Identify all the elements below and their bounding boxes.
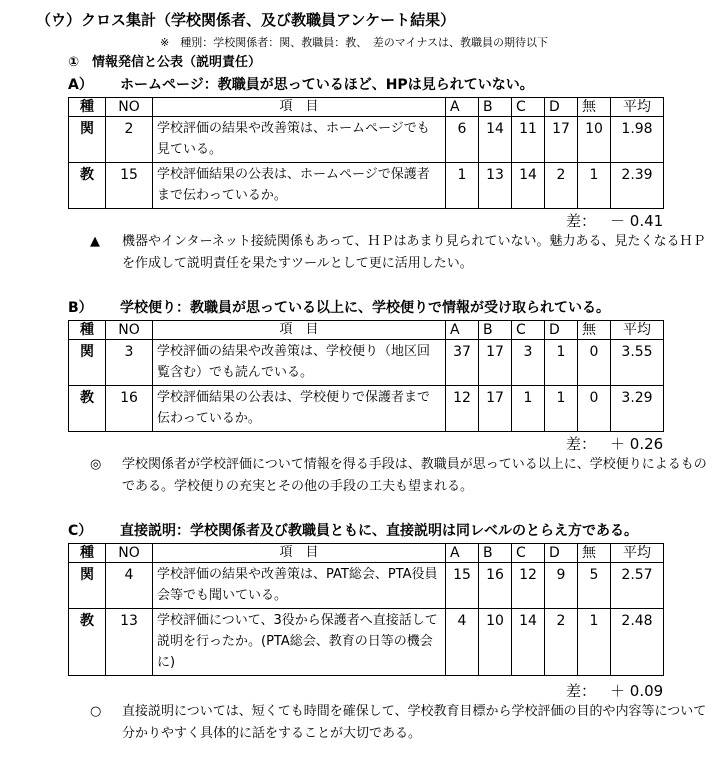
section-c-diff [566, 680, 663, 701]
cell-none: 0 [578, 340, 611, 386]
cell-c: 11 [512, 117, 545, 163]
cell-a: 12 [446, 386, 479, 432]
section-c-comment [90, 701, 712, 745]
cell-d: 2 [545, 163, 578, 209]
cell-none: 1 [578, 609, 611, 676]
diff-label: 差： [566, 682, 597, 700]
page-title: （ウ）クロス集計（学校関係者、及び教職員アンケート結果） [36, 11, 456, 29]
cell-item: 学校評価の結果や改善策は、学校便り（地区回覧含む）でも読んでいる。 [153, 340, 446, 386]
cell-none: 10 [578, 117, 611, 163]
table-header-row [69, 321, 664, 340]
diff-label: 差： [566, 435, 597, 453]
cell-b: 17 [479, 340, 512, 386]
header-b: B [479, 98, 512, 117]
cell-a: 37 [446, 340, 479, 386]
cell-avg: 3.29 [611, 386, 664, 432]
cell-a: 6 [446, 117, 479, 163]
section-heading-text: ホームページ：教職員が思っているほど、HPは見られていない。 [120, 77, 534, 93]
header-d: D [545, 321, 578, 340]
cell-avg: 3.55 [611, 340, 664, 386]
cell-d: 17 [545, 117, 578, 163]
header-item: 項 目 [153, 321, 446, 340]
section-c-table [68, 543, 664, 676]
comment-text: 学校関係者が学校評価について情報を得る手段は、教職員が思っている以上に、学校便りによるものである。学校便りの充実とその他の手段の工夫も望まれる。 [122, 457, 707, 494]
section-a-diff [566, 210, 663, 231]
diff-value: ＋ 0.26 [610, 435, 664, 453]
table-row [69, 117, 664, 163]
comment-text: 直接説明については、短くても時間を確保して、学校教育目標から学校評価の目的や内容等について分かりやすく具体的に話をすることが大切である。 [122, 704, 707, 741]
header-c: C [512, 544, 545, 563]
header-avg: 平均 [611, 544, 664, 563]
cell-no: 15 [106, 163, 153, 209]
cell-d: 1 [545, 386, 578, 432]
header-no: NO [106, 321, 153, 340]
table-header-row [69, 544, 664, 563]
cell-a: 4 [446, 609, 479, 676]
cell-no: 2 [106, 117, 153, 163]
header-avg: 平均 [611, 321, 664, 340]
cell-b: 10 [479, 609, 512, 676]
table-row [69, 163, 664, 209]
section-heading-text: 直接説明：学校関係者及び教職員ともに、直接説明は同レベルのとらえ方である。 [120, 523, 638, 539]
cell-item: 学校評価について、3役から保護者へ直接話して説明を行ったか。(PTA総会、教育の日等の機会に) [153, 609, 446, 676]
diff-value: ＋ 0.09 [610, 682, 664, 700]
cell-item: 学校評価結果の公表は、ホームページで保護者まで伝わっているか。 [153, 163, 446, 209]
header-b: B [479, 544, 512, 563]
cell-c: 14 [512, 163, 545, 209]
table-row [69, 609, 664, 676]
header-avg: 平均 [611, 98, 664, 117]
section-label: C） [68, 523, 93, 539]
header-item: 項 目 [153, 98, 446, 117]
cell-c: 12 [512, 563, 545, 609]
cell-kind: 教 [69, 386, 106, 432]
cell-kind: 関 [69, 563, 106, 609]
cell-none: 5 [578, 563, 611, 609]
header-none: 無 [578, 544, 611, 563]
cell-kind: 関 [69, 340, 106, 386]
cell-no: 13 [106, 609, 153, 676]
header-none: 無 [578, 321, 611, 340]
header-a: A [446, 544, 479, 563]
cell-no: 3 [106, 340, 153, 386]
cell-c: 1 [512, 386, 545, 432]
cell-b: 14 [479, 117, 512, 163]
cell-item: 学校評価結果の公表は、学校便りで保護者まで伝わっているか。 [153, 386, 446, 432]
cell-no: 16 [106, 386, 153, 432]
double-circle-mark-icon: ◎ [90, 457, 102, 472]
cell-avg: 2.48 [611, 609, 664, 676]
cell-kind: 教 [69, 609, 106, 676]
cell-avg: 2.39 [611, 163, 664, 209]
cell-avg: 2.57 [611, 563, 664, 609]
cell-d: 1 [545, 340, 578, 386]
diff-label: 差： [566, 212, 597, 230]
circle-mark-icon: ○ [90, 704, 102, 719]
cell-item: 学校評価の結果や改善策は、PAT総会、PTA役員会等でも聞いている。 [153, 563, 446, 609]
header-no: NO [106, 98, 153, 117]
header-none: 無 [578, 98, 611, 117]
cell-no: 4 [106, 563, 153, 609]
section-a-comment [90, 231, 712, 275]
cell-a: 1 [446, 163, 479, 209]
header-d: D [545, 98, 578, 117]
header-a: A [446, 98, 479, 117]
header-d: D [545, 544, 578, 563]
triangle-mark-icon: ▲ [90, 234, 100, 249]
section-b-table [68, 320, 664, 432]
section-c-heading [68, 520, 638, 540]
header-no: NO [106, 544, 153, 563]
section-a-heading [68, 74, 534, 94]
section-label: B） [68, 300, 93, 316]
header-kind: 種 [69, 544, 106, 563]
section-b-comment [90, 454, 712, 498]
section-b-heading [68, 297, 610, 317]
header-c: C [512, 321, 545, 340]
cell-b: 13 [479, 163, 512, 209]
cell-b: 16 [479, 563, 512, 609]
cell-none: 0 [578, 386, 611, 432]
cell-d: 9 [545, 563, 578, 609]
comment-text: 機器やインターネット接続関係もあって、ＨＰはあまり見られていない。魅力ある、見たくなるＨＰを作成して説明責任を果たすツールとして更に活用したい。 [122, 234, 706, 271]
cell-c: 14 [512, 609, 545, 676]
cell-avg: 1.98 [611, 117, 664, 163]
table-row [69, 340, 664, 386]
header-a: A [446, 321, 479, 340]
legend-note: ※ 種別：学校関係者：関、教職員：教、 差のマイナスは、教職員の期待以下 [160, 36, 549, 49]
section-b-diff [566, 433, 663, 454]
section-a-table [68, 97, 664, 209]
cell-kind: 教 [69, 163, 106, 209]
header-kind: 種 [69, 98, 106, 117]
table-row [69, 386, 664, 432]
cell-c: 3 [512, 340, 545, 386]
header-kind: 種 [69, 321, 106, 340]
table-row [69, 563, 664, 609]
header-item: 項 目 [153, 544, 446, 563]
cell-item: 学校評価の結果や改善策は、ホームページでも見ている。 [153, 117, 446, 163]
table-header-row [69, 98, 664, 117]
header-c: C [512, 98, 545, 117]
cell-a: 15 [446, 563, 479, 609]
header-b: B [479, 321, 512, 340]
section-heading-text: 学校便り：教職員が思っている以上に、学校便りで情報が受け取られている。 [120, 300, 610, 316]
diff-value: － 0.41 [610, 212, 664, 230]
cell-b: 17 [479, 386, 512, 432]
cell-none: 1 [578, 163, 611, 209]
subsection-title: ① 情報発信と公表（説明責任） [68, 55, 262, 70]
section-label: A） [68, 77, 93, 93]
cell-d: 2 [545, 609, 578, 676]
cell-kind: 関 [69, 117, 106, 163]
